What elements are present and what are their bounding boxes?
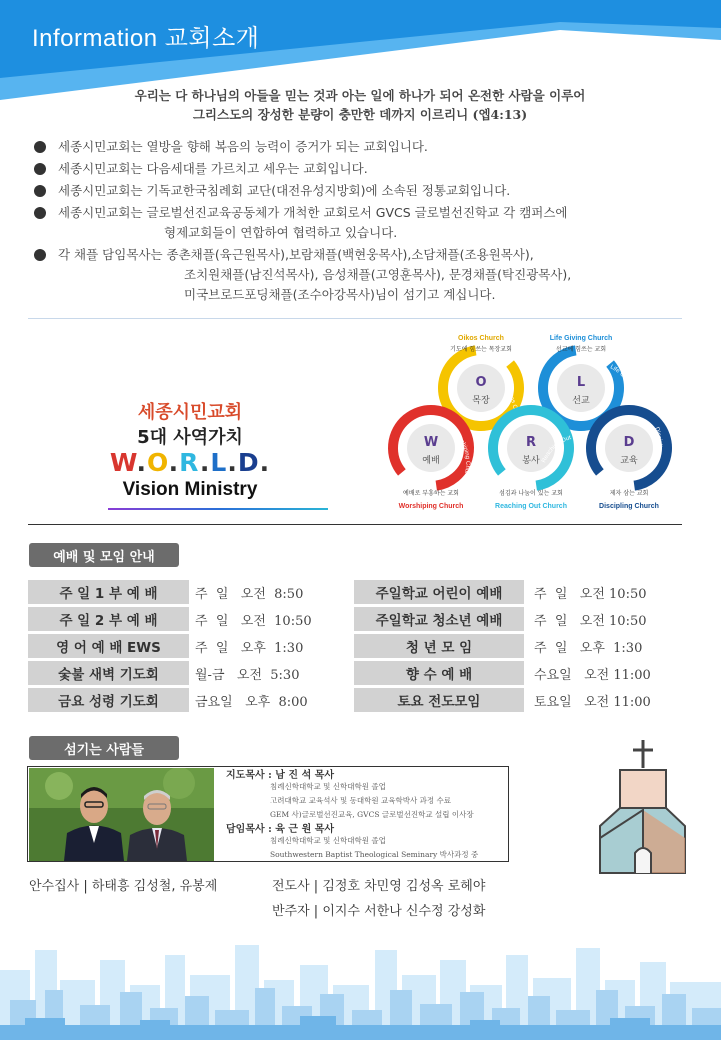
service-time: 주 일 오전 8:50 <box>195 586 304 602</box>
letter-w: W <box>423 435 439 450</box>
title-o: Oikos Church <box>458 335 504 342</box>
arc-text-o: Oikos Church <box>503 387 519 426</box>
acronym-dot: . <box>168 448 180 477</box>
intro-text: 세종시민교회는 기독교한국침례회 교단(대전유성지방회)에 소속된 정통교회입니다. <box>58 183 511 198</box>
service-name: 영 어 예 배 EWS <box>28 634 189 658</box>
intro-text-cont: 미국브로드포딩채플(조수아강목사)님이 섬기고 계십니다. <box>184 287 496 302</box>
service-name: 향 수 예 배 <box>354 661 524 685</box>
letter-l: L <box>576 375 586 390</box>
service-time: 토요일 오전 11:00 <box>534 694 651 710</box>
world-diagram <box>385 328 685 518</box>
intro-item <box>34 203 694 243</box>
letter-r: R <box>525 435 537 450</box>
intro-item <box>34 137 694 157</box>
title-r: Reaching Out Church <box>495 503 567 510</box>
scripture-verse <box>60 86 660 124</box>
service-name: 청 년 모 임 <box>354 634 524 658</box>
desc-r: 섬김과 나눔이 있는 교회 <box>499 490 563 497</box>
schedule-row <box>28 607 312 631</box>
schedule-row <box>28 661 312 685</box>
section-divider <box>28 524 682 525</box>
intro-item <box>34 245 694 305</box>
korean-r: 봉사 <box>522 456 540 466</box>
service-name: 주일학교 어린이 예배 <box>354 580 524 604</box>
acronym-o: O <box>146 448 169 477</box>
city-skyline <box>0 930 721 1040</box>
service-name: 주 일 2 부 예 배 <box>28 607 189 631</box>
church-intro-list <box>34 137 694 307</box>
intro-text: 세종시민교회는 글로벌선진교육공동체가 개척한 교회로서 GVCS 글로벌선진학교 각 캠퍼스에 <box>58 205 568 220</box>
accompanists: 반주자 | 이지수 서한나 신수정 강성화 <box>272 904 486 919</box>
intro-text: 세종시민교회는 다음세대를 가르치고 세우는 교회입니다. <box>58 161 368 176</box>
evangelists: 전도사 | 김정호 차민영 김성옥 로헤야 <box>272 879 486 894</box>
schedule-left <box>28 580 312 715</box>
letter-o: O <box>475 375 487 390</box>
church-icon <box>595 738 705 878</box>
schedule-row <box>28 634 312 658</box>
arc-text-d: Discipling Churc <box>647 426 663 472</box>
acronym-w: W <box>109 448 137 477</box>
gradient-underline <box>108 508 328 510</box>
bullet-icon <box>34 185 46 197</box>
service-name: 주 일 1 부 예 배 <box>28 580 189 604</box>
schedule-row <box>354 634 651 658</box>
bullet-icon <box>34 141 46 153</box>
intro-item <box>34 159 694 179</box>
leaders-box <box>27 766 509 862</box>
desc-d: 제자 삼는 교회 <box>609 490 649 497</box>
service-name: 토요 전도모임 <box>354 688 524 712</box>
title-l: Life Giving Church <box>549 335 613 342</box>
service-time: 주 일 오후 1:30 <box>195 640 304 656</box>
pastor1-bio: GEM 사)글로벌선진교육, GVCS 글로벌선진학교 설립 이사장 <box>270 810 474 819</box>
intro-item <box>34 181 694 201</box>
acronym-dot: . <box>259 448 271 477</box>
desc-l: 선교에 힘쓰는 교회 <box>555 346 607 353</box>
acronym-dot: . <box>227 448 238 477</box>
intro-text: 세종시민교회는 열방을 향해 복음의 능력이 증거가 되는 교회입니다. <box>58 139 428 154</box>
church-name: 세종시민교회 <box>137 402 243 423</box>
leaders-tag: 섬기는 사람들 <box>29 736 179 760</box>
service-name: 숯불 새벽 기도회 <box>28 661 189 685</box>
title-w: Worshiping Church <box>398 503 464 510</box>
bullet-icon <box>34 249 46 261</box>
service-time: 월-금 오전 5:30 <box>195 667 300 683</box>
pastor2-bio: 침례신학대학교 및 신학대학원 졸업 <box>270 836 386 845</box>
schedule-right <box>354 580 651 715</box>
acronym-r: R <box>179 448 200 477</box>
page-title: Information 교회소개 <box>32 25 260 52</box>
acronym-dot: . <box>199 448 211 477</box>
pastor1-bio: 고려대학교 교육석사 및 동대학원 교육학박사 과정 수료 <box>270 796 451 805</box>
service-name: 금요 성령 기도회 <box>28 688 189 712</box>
values-subtitle: 5대 사역가치 <box>137 427 243 448</box>
schedule-row <box>354 580 651 604</box>
bullet-icon <box>34 207 46 219</box>
intro-text-cont: 형제교회들이 연합하여 협력하고 있습니다. <box>164 225 398 240</box>
service-time: 주 일 오전 10:50 <box>195 613 312 629</box>
title-d: Discipling Church <box>599 503 659 510</box>
acronym-dot: . <box>136 448 147 477</box>
verse-line-2: 그리스도의 장성한 분량이 충만한 데까지 이르리니 (엡4:13) <box>192 107 528 122</box>
korean-w: 예배 <box>422 456 440 466</box>
ushers: 안수집사 | 하태흥 김성철, 유봉제 <box>29 879 218 894</box>
arc-text-l: Life Giving Church <box>609 364 638 409</box>
arc-text-r: Reaching Out C <box>541 433 578 464</box>
schedule-row <box>28 688 312 712</box>
verse-line-1: 우리는 다 하나님의 아들을 믿는 것과 아는 일에 하나가 되어 온전한 사람을 이루어 <box>134 88 586 103</box>
intro-text-cont: 조치원채플(남진석목사), 음성채플(고영훈목사), 문경채플(탁진광목사), <box>184 267 572 282</box>
pastors-photo <box>29 768 214 861</box>
acronym-l: L <box>210 448 228 477</box>
service-time: 주 일 오후 1:30 <box>534 640 643 656</box>
schedule-row <box>28 580 312 604</box>
world-acronym <box>90 448 290 477</box>
service-time: 수요일 오전 11:00 <box>534 667 651 683</box>
service-name: 주일학교 청소년 예배 <box>354 607 524 631</box>
schedule-row <box>354 661 651 685</box>
pastor2-label: 담임목사 : 육 근 원 목사 <box>226 824 335 835</box>
korean-o: 목장 <box>472 396 490 406</box>
letter-d: D <box>623 435 635 450</box>
desc-w: 예배로 부흥하는 교회 <box>403 490 459 497</box>
pastor2-bio: Southwestern Baptist Theological Seminary 박사과정 중 <box>270 850 479 859</box>
schedule-row <box>354 607 651 631</box>
intro-text: 각 채플 담임목사는 종촌채플(육근원목사),보람채플(백현웅목사),소담채플(조용원목사), <box>58 247 534 262</box>
service-time: 금요일 오후 8:00 <box>195 694 308 710</box>
section-divider <box>28 318 682 319</box>
schedule-row <box>354 688 651 712</box>
pastor1-label: 지도목사 : 남 진 석 목사 <box>226 770 335 781</box>
korean-d: 교육 <box>620 456 638 466</box>
arc-text-w: Worshiping Chur <box>451 430 471 475</box>
schedule-tag: 예배 및 모임 안내 <box>29 543 179 567</box>
service-time: 주 일 오전 10:50 <box>534 586 647 602</box>
acronym-d: D <box>237 448 260 477</box>
korean-l: 선교 <box>572 396 590 406</box>
desc-o: 기도에 힘쓰는 목장교회 <box>450 346 512 353</box>
vision-ministry: Vision Ministry <box>122 479 258 500</box>
bullet-icon <box>34 163 46 175</box>
service-time: 주 일 오전 10:50 <box>534 613 647 629</box>
pastor1-bio: 침례신학대학교 및 신학대학원 졸업 <box>270 782 386 791</box>
